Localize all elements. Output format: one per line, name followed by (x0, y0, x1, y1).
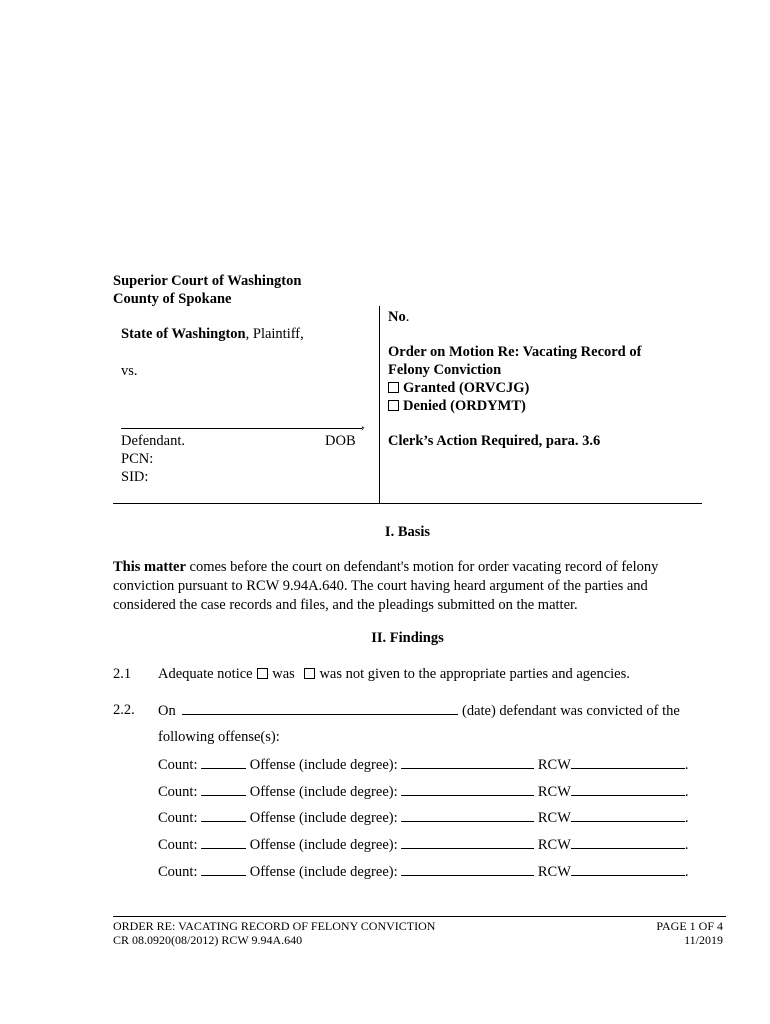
basis-lead: This matter (113, 559, 186, 575)
offense-blank[interactable] (401, 836, 534, 849)
footer-page: PAGE 1 OF 4 (656, 919, 723, 933)
rcw-label: RCW (537, 784, 571, 800)
count-row (158, 809, 689, 827)
offense-label: Offense (include degree): (249, 837, 398, 853)
rcw-blank[interactable] (571, 809, 685, 822)
count-blank[interactable] (201, 809, 246, 822)
defendant-name-blank[interactable] (121, 428, 362, 429)
row-period: . (684, 784, 689, 800)
case-number-period: . (405, 309, 410, 325)
finding-2-1-text: Adequate notice (158, 666, 253, 682)
versus-label: vs. (121, 363, 138, 379)
count-row (158, 836, 689, 854)
rcw-blank[interactable] (571, 836, 685, 849)
finding-2-2-following: following offense(s): (158, 729, 280, 745)
count-row (158, 863, 689, 881)
finding-2-2-on: On (158, 703, 176, 719)
granted-checkbox[interactable] (388, 382, 399, 393)
count-label: Count: (158, 784, 198, 800)
finding-2-1-number: 2.1 (113, 666, 132, 682)
footer-title: ORDER RE: VACATING RECORD OF FELONY CONVICTION (113, 919, 436, 933)
count-blank[interactable] (201, 756, 246, 769)
count-blank[interactable] (201, 783, 246, 796)
clerk-action: Clerk’s Action Required, para. 3.6 (388, 433, 601, 449)
dob-label: DOB (325, 433, 356, 449)
findings-heading: II. Findings (371, 630, 444, 646)
count-blank[interactable] (201, 836, 246, 849)
notice-was-not-label: was not given to the appropriate parties and agencies. (319, 666, 630, 682)
footer-form-ref: CR 08.0920(08/2012) RCW 9.94A.640 (113, 933, 303, 947)
rcw-label: RCW (537, 864, 571, 880)
plaintiff-line (121, 326, 304, 343)
denied-option[interactable] (388, 398, 526, 415)
notice-was-not-checkbox[interactable] (304, 668, 315, 679)
notice-was-checkbox[interactable] (257, 668, 268, 679)
case-number (388, 309, 409, 326)
finding-2-1 (158, 666, 630, 683)
case-number-label: No (388, 309, 406, 325)
footer-rule (113, 916, 726, 917)
row-period: . (684, 864, 689, 880)
granted-option[interactable] (388, 380, 529, 397)
caption-horizontal-divider (113, 503, 702, 504)
pcn-label: PCN: (121, 451, 154, 467)
offense-label: Offense (include degree): (249, 784, 398, 800)
rcw-blank[interactable] (571, 756, 685, 769)
basis-text: comes before the court on defendant's motion for order vacating record of felony conviction pursuant to RCW 9.94A.640. The court having heard argument of the parties and considered the case records and files, and the pleadings submitted on the matter. (113, 559, 659, 613)
county-name: County of Spokane (113, 291, 232, 307)
rcw-blank[interactable] (571, 863, 685, 876)
count-label: Count: (158, 864, 198, 880)
order-title-line1: Order on Motion Re: Vacating Record of (388, 344, 642, 360)
count-row (158, 756, 689, 774)
count-row (158, 783, 689, 801)
offense-blank[interactable] (401, 863, 534, 876)
footer-date: 11/2019 (684, 933, 723, 947)
offense-blank[interactable] (401, 756, 534, 769)
row-period: . (684, 757, 689, 773)
notice-was-label: was (272, 666, 295, 682)
offense-blank[interactable] (401, 809, 534, 822)
denied-label: Denied (ORDYMT) (403, 398, 526, 414)
conviction-date-blank[interactable] (182, 702, 458, 715)
basis-paragraph (113, 558, 698, 615)
count-label: Count: (158, 757, 198, 773)
plaintiff-label: , Plaintiff, (245, 326, 304, 342)
rcw-label: RCW (537, 810, 571, 826)
offense-label: Offense (include degree): (249, 810, 398, 826)
offense-label: Offense (include degree): (249, 757, 398, 773)
row-period: . (684, 810, 689, 826)
basis-heading: I. Basis (384, 524, 431, 540)
rcw-label: RCW (537, 837, 571, 853)
offense-blank[interactable] (401, 783, 534, 796)
row-period: . (684, 837, 689, 853)
sid-label: SID: (121, 469, 149, 485)
rcw-blank[interactable] (571, 783, 685, 796)
finding-2-2-line1 (158, 702, 680, 720)
count-label: Count: (158, 837, 198, 853)
state-party: State of Washington (121, 326, 246, 342)
offense-label: Offense (include degree): (249, 864, 398, 880)
finding-2-2-date-text: (date) defendant was convicted of the (461, 703, 680, 719)
order-title-line2: Felony Conviction (388, 362, 502, 378)
granted-label: Granted (ORVCJG) (403, 380, 530, 396)
caption-vertical-divider (379, 306, 380, 503)
rcw-label: RCW (537, 757, 571, 773)
defendant-label: Defendant. (121, 433, 186, 449)
count-blank[interactable] (201, 863, 246, 876)
finding-2-2-number: 2.2. (113, 702, 135, 718)
defendant-comma: , (361, 416, 365, 432)
court-name: Superior Court of Washington (113, 273, 302, 289)
denied-checkbox[interactable] (388, 400, 399, 411)
count-label: Count: (158, 810, 198, 826)
